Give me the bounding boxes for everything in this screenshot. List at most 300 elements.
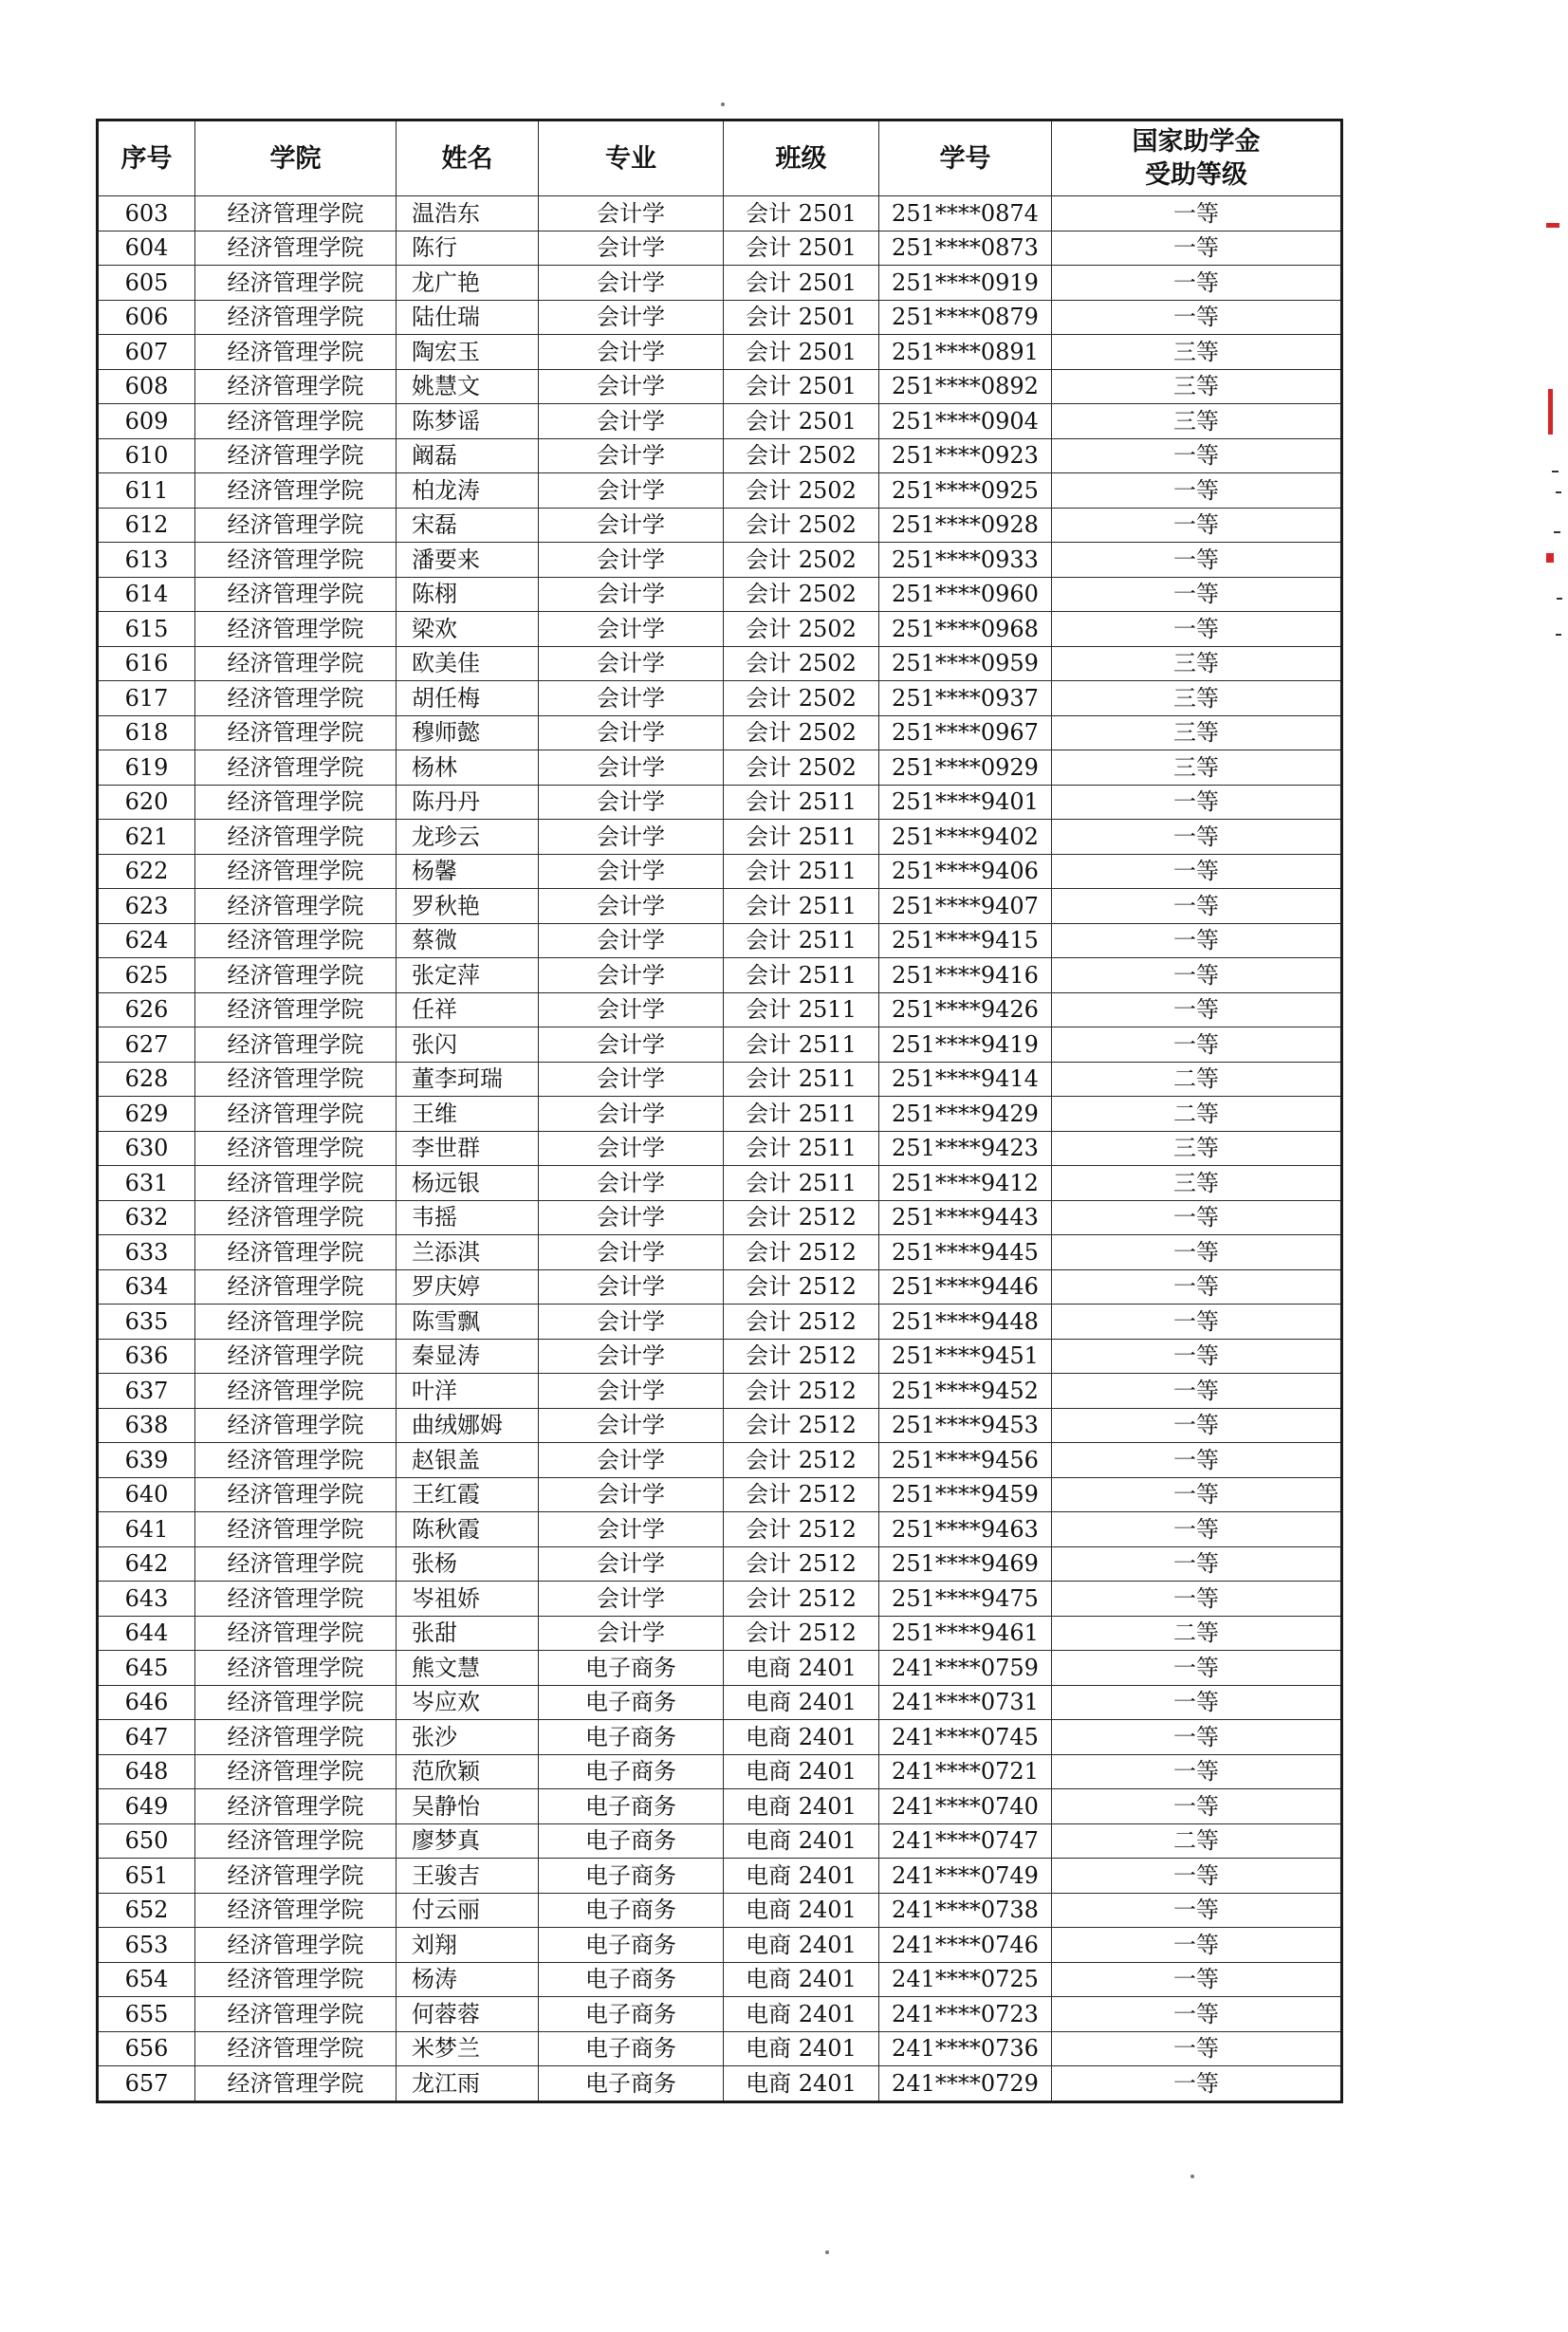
cell-seq: 608 bbox=[98, 369, 195, 404]
cell-major: 会计学 bbox=[539, 404, 724, 439]
cell-major: 会计学 bbox=[539, 1166, 724, 1201]
cell-student-id: 251****9407 bbox=[879, 889, 1052, 924]
cell-seq: 625 bbox=[98, 958, 195, 993]
cell-grant-grade: 一等 bbox=[1052, 266, 1342, 301]
cell-class: 会计 2511 bbox=[724, 854, 879, 889]
cell-major: 会计学 bbox=[539, 508, 724, 543]
cell-class: 会计 2511 bbox=[724, 992, 879, 1027]
cell-major: 会计学 bbox=[539, 335, 724, 370]
cell-student-id: 241****0759 bbox=[879, 1651, 1052, 1686]
header-major: 专业 bbox=[539, 120, 724, 196]
table-row bbox=[98, 335, 1342, 370]
cell-major: 会计学 bbox=[539, 1408, 724, 1443]
cell-major: 会计学 bbox=[539, 1339, 724, 1374]
cell-name: 胡任梅 bbox=[397, 681, 539, 716]
cell-student-id: 251****0960 bbox=[879, 577, 1052, 612]
cell-name: 王骏吉 bbox=[397, 1859, 539, 1894]
cell-college: 经济管理学院 bbox=[195, 231, 397, 266]
cell-major: 电子商务 bbox=[539, 1754, 724, 1789]
cell-class: 会计 2502 bbox=[724, 508, 879, 543]
cell-major: 电子商务 bbox=[539, 2066, 724, 2102]
cell-class: 会计 2502 bbox=[724, 543, 879, 578]
cell-seq: 644 bbox=[98, 1616, 195, 1651]
cell-class: 会计 2512 bbox=[724, 1200, 879, 1235]
cell-seq: 627 bbox=[98, 1027, 195, 1063]
cell-student-id: 251****9402 bbox=[879, 820, 1052, 855]
table-row bbox=[98, 1512, 1342, 1547]
grant-recipients-table bbox=[96, 119, 1343, 2103]
scan-red-mark-2 bbox=[1548, 389, 1553, 435]
cell-name: 秦显涛 bbox=[397, 1339, 539, 1374]
cell-grant-grade: 一等 bbox=[1052, 1512, 1342, 1547]
cell-name: 陈栩 bbox=[397, 577, 539, 612]
table-row bbox=[98, 1235, 1342, 1270]
cell-seq: 609 bbox=[98, 404, 195, 439]
scan-red-mark-1 bbox=[1546, 223, 1559, 228]
cell-seq: 638 bbox=[98, 1408, 195, 1443]
cell-college: 经济管理学院 bbox=[195, 992, 397, 1027]
table-row bbox=[98, 2066, 1342, 2102]
cell-seq: 619 bbox=[98, 750, 195, 786]
cell-seq: 603 bbox=[98, 196, 195, 231]
cell-grant-grade: 一等 bbox=[1052, 473, 1342, 509]
cell-college: 经济管理学院 bbox=[195, 577, 397, 612]
cell-grant-grade: 一等 bbox=[1052, 438, 1342, 473]
cell-grant-grade: 一等 bbox=[1052, 1374, 1342, 1409]
table-row bbox=[98, 473, 1342, 509]
table-row bbox=[98, 1131, 1342, 1166]
cell-seq: 657 bbox=[98, 2066, 195, 2102]
cell-seq: 617 bbox=[98, 681, 195, 716]
cell-name: 陈行 bbox=[397, 231, 539, 266]
cell-name: 杨远银 bbox=[397, 1166, 539, 1201]
cell-class: 会计 2512 bbox=[724, 1305, 879, 1340]
cell-grant-grade: 一等 bbox=[1052, 1027, 1342, 1063]
cell-class: 会计 2512 bbox=[724, 1512, 879, 1547]
cell-major: 电子商务 bbox=[539, 1893, 724, 1928]
cell-student-id: 251****9415 bbox=[879, 923, 1052, 958]
table-row bbox=[98, 612, 1342, 647]
cell-class: 会计 2501 bbox=[724, 196, 879, 231]
cell-major: 会计学 bbox=[539, 681, 724, 716]
cell-college: 经济管理学院 bbox=[195, 1928, 397, 1963]
cell-student-id: 251****0873 bbox=[879, 231, 1052, 266]
cell-grant-grade: 一等 bbox=[1052, 1997, 1342, 2032]
cell-grant-grade: 三等 bbox=[1052, 750, 1342, 786]
cell-college: 经济管理学院 bbox=[195, 750, 397, 786]
cell-major: 会计学 bbox=[539, 1235, 724, 1270]
table-row bbox=[98, 266, 1342, 301]
cell-college: 经济管理学院 bbox=[195, 1097, 397, 1132]
cell-seq: 643 bbox=[98, 1582, 195, 1617]
cell-college: 经济管理学院 bbox=[195, 820, 397, 855]
table-row bbox=[98, 923, 1342, 958]
cell-seq: 651 bbox=[98, 1859, 195, 1894]
cell-student-id: 251****0891 bbox=[879, 335, 1052, 370]
cell-class: 电商 2401 bbox=[724, 1823, 879, 1859]
cell-class: 电商 2401 bbox=[724, 1997, 879, 2032]
cell-class: 会计 2512 bbox=[724, 1477, 879, 1512]
cell-student-id: 241****0729 bbox=[879, 2066, 1052, 2102]
cell-name: 罗秋艳 bbox=[397, 889, 539, 924]
cell-name: 范欣颖 bbox=[397, 1754, 539, 1789]
cell-class: 会计 2502 bbox=[724, 473, 879, 509]
table-row bbox=[98, 1408, 1342, 1443]
cell-grant-grade: 一等 bbox=[1052, 958, 1342, 993]
cell-college: 经济管理学院 bbox=[195, 1443, 397, 1478]
cell-name: 陈丹丹 bbox=[397, 785, 539, 820]
cell-grant-grade: 二等 bbox=[1052, 1097, 1342, 1132]
cell-student-id: 251****0937 bbox=[879, 681, 1052, 716]
cell-seq: 655 bbox=[98, 1997, 195, 2032]
cell-seq: 639 bbox=[98, 1443, 195, 1478]
cell-name: 阚磊 bbox=[397, 438, 539, 473]
cell-college: 经济管理学院 bbox=[195, 1720, 397, 1755]
cell-grant-grade: 一等 bbox=[1052, 1962, 1342, 1997]
cell-seq: 618 bbox=[98, 715, 195, 750]
cell-grant-grade: 一等 bbox=[1052, 2066, 1342, 2102]
cell-student-id: 241****0723 bbox=[879, 1997, 1052, 2032]
cell-student-id: 241****0747 bbox=[879, 1823, 1052, 1859]
cell-student-id: 251****9412 bbox=[879, 1166, 1052, 1201]
scan-dot-3 bbox=[825, 2250, 829, 2254]
cell-grant-grade: 三等 bbox=[1052, 715, 1342, 750]
cell-grant-grade: 一等 bbox=[1052, 1269, 1342, 1305]
cell-name: 温浩东 bbox=[397, 196, 539, 231]
table-row bbox=[98, 646, 1342, 681]
cell-major: 会计学 bbox=[539, 300, 724, 335]
cell-college: 经济管理学院 bbox=[195, 681, 397, 716]
cell-grant-grade: 一等 bbox=[1052, 854, 1342, 889]
cell-student-id: 251****0933 bbox=[879, 543, 1052, 578]
cell-major: 会计学 bbox=[539, 231, 724, 266]
cell-seq: 634 bbox=[98, 1269, 195, 1305]
cell-seq: 610 bbox=[98, 438, 195, 473]
scanned-page-table-area bbox=[96, 119, 1340, 2103]
cell-grant-grade: 一等 bbox=[1052, 1200, 1342, 1235]
cell-class: 会计 2502 bbox=[724, 577, 879, 612]
table-row bbox=[98, 889, 1342, 924]
cell-seq: 615 bbox=[98, 612, 195, 647]
cell-name: 任祥 bbox=[397, 992, 539, 1027]
cell-class: 会计 2502 bbox=[724, 750, 879, 786]
cell-grant-grade: 一等 bbox=[1052, 889, 1342, 924]
cell-grant-grade: 三等 bbox=[1052, 369, 1342, 404]
cell-college: 经济管理学院 bbox=[195, 1893, 397, 1928]
cell-name: 姚慧文 bbox=[397, 369, 539, 404]
cell-grant-grade: 一等 bbox=[1052, 612, 1342, 647]
cell-grant-grade: 二等 bbox=[1052, 1616, 1342, 1651]
cell-grant-grade: 一等 bbox=[1052, 1651, 1342, 1686]
table-row bbox=[98, 2031, 1342, 2066]
cell-major: 会计学 bbox=[539, 577, 724, 612]
cell-major: 会计学 bbox=[539, 612, 724, 647]
cell-seq: 649 bbox=[98, 1789, 195, 1824]
header-student-id: 学号 bbox=[879, 120, 1052, 196]
cell-student-id: 251****9445 bbox=[879, 1235, 1052, 1270]
cell-college: 经济管理学院 bbox=[195, 1200, 397, 1235]
cell-name: 何蓉蓉 bbox=[397, 1997, 539, 2032]
cell-name: 张定萍 bbox=[397, 958, 539, 993]
cell-college: 经济管理学院 bbox=[195, 1651, 397, 1686]
cell-name: 罗庆婷 bbox=[397, 1269, 539, 1305]
cell-student-id: 251****9419 bbox=[879, 1027, 1052, 1063]
cell-seq: 650 bbox=[98, 1823, 195, 1859]
cell-major: 电子商务 bbox=[539, 1928, 724, 1963]
table-row bbox=[98, 1685, 1342, 1720]
cell-class: 会计 2511 bbox=[724, 1062, 879, 1097]
table-row bbox=[98, 1928, 1342, 1963]
cell-student-id: 251****9406 bbox=[879, 854, 1052, 889]
cell-seq: 630 bbox=[98, 1131, 195, 1166]
table-row bbox=[98, 1651, 1342, 1686]
cell-seq: 614 bbox=[98, 577, 195, 612]
cell-name: 熊文慧 bbox=[397, 1651, 539, 1686]
cell-college: 经济管理学院 bbox=[195, 473, 397, 509]
cell-student-id: 251****0879 bbox=[879, 300, 1052, 335]
cell-major: 会计学 bbox=[539, 820, 724, 855]
cell-seq: 654 bbox=[98, 1962, 195, 1997]
cell-class: 电商 2401 bbox=[724, 1859, 879, 1894]
cell-seq: 653 bbox=[98, 1928, 195, 1963]
cell-class: 会计 2512 bbox=[724, 1546, 879, 1582]
table-row bbox=[98, 438, 1342, 473]
cell-student-id: 241****0731 bbox=[879, 1685, 1052, 1720]
cell-major: 会计学 bbox=[539, 1546, 724, 1582]
cell-class: 会计 2512 bbox=[724, 1235, 879, 1270]
cell-grant-grade: 一等 bbox=[1052, 2031, 1342, 2066]
cell-student-id: 251****9469 bbox=[879, 1546, 1052, 1582]
cell-name: 吴静怡 bbox=[397, 1789, 539, 1824]
cell-name: 王红霞 bbox=[397, 1477, 539, 1512]
cell-class: 会计 2501 bbox=[724, 231, 879, 266]
cell-name: 李世群 bbox=[397, 1131, 539, 1166]
cell-student-id: 251****9451 bbox=[879, 1339, 1052, 1374]
cell-college: 经济管理学院 bbox=[195, 715, 397, 750]
cell-college: 经济管理学院 bbox=[195, 1269, 397, 1305]
table-row bbox=[98, 1339, 1342, 1374]
table-row bbox=[98, 1859, 1342, 1894]
table-row bbox=[98, 196, 1342, 231]
cell-college: 经济管理学院 bbox=[195, 1754, 397, 1789]
cell-college: 经济管理学院 bbox=[195, 300, 397, 335]
cell-name: 潘要来 bbox=[397, 543, 539, 578]
cell-college: 经济管理学院 bbox=[195, 889, 397, 924]
cell-college: 经济管理学院 bbox=[195, 1685, 397, 1720]
cell-seq: 647 bbox=[98, 1720, 195, 1755]
table-row bbox=[98, 1027, 1342, 1063]
cell-major: 会计学 bbox=[539, 1616, 724, 1651]
cell-college: 经济管理学院 bbox=[195, 1305, 397, 1340]
table-row bbox=[98, 1720, 1342, 1755]
cell-seq: 624 bbox=[98, 923, 195, 958]
cell-major: 电子商务 bbox=[539, 1685, 724, 1720]
cell-college: 经济管理学院 bbox=[195, 1235, 397, 1270]
cell-seq: 642 bbox=[98, 1546, 195, 1582]
cell-name: 兰添淇 bbox=[397, 1235, 539, 1270]
cell-grant-grade: 一等 bbox=[1052, 543, 1342, 578]
cell-major: 电子商务 bbox=[539, 1789, 724, 1824]
cell-college: 经济管理学院 bbox=[195, 646, 397, 681]
table-row bbox=[98, 1962, 1342, 1997]
header-seq: 序号 bbox=[98, 120, 195, 196]
scan-dot-2 bbox=[1190, 2175, 1194, 2178]
cell-name: 陈雪飘 bbox=[397, 1305, 539, 1340]
cell-major: 会计学 bbox=[539, 196, 724, 231]
cell-college: 经济管理学院 bbox=[195, 369, 397, 404]
cell-seq: 611 bbox=[98, 473, 195, 509]
cell-student-id: 251****0929 bbox=[879, 750, 1052, 786]
cell-student-id: 241****0740 bbox=[879, 1789, 1052, 1824]
table-row bbox=[98, 543, 1342, 578]
cell-major: 会计学 bbox=[539, 1027, 724, 1063]
cell-college: 经济管理学院 bbox=[195, 1374, 397, 1409]
cell-class: 会计 2511 bbox=[724, 1131, 879, 1166]
cell-seq: 626 bbox=[98, 992, 195, 1027]
cell-major: 会计学 bbox=[539, 1305, 724, 1340]
cell-major: 电子商务 bbox=[539, 1823, 724, 1859]
cell-grant-grade: 一等 bbox=[1052, 1754, 1342, 1789]
cell-major: 电子商务 bbox=[539, 2031, 724, 2066]
cell-major: 会计学 bbox=[539, 1062, 724, 1097]
cell-college: 经济管理学院 bbox=[195, 1062, 397, 1097]
cell-seq: 605 bbox=[98, 266, 195, 301]
cell-grant-grade: 一等 bbox=[1052, 923, 1342, 958]
cell-grant-grade: 三等 bbox=[1052, 1131, 1342, 1166]
cell-major: 会计学 bbox=[539, 750, 724, 786]
cell-grant-grade: 一等 bbox=[1052, 508, 1342, 543]
cell-class: 电商 2401 bbox=[724, 1685, 879, 1720]
cell-student-id: 241****0736 bbox=[879, 2031, 1052, 2066]
cell-grant-grade: 三等 bbox=[1052, 646, 1342, 681]
cell-student-id: 241****0738 bbox=[879, 1893, 1052, 1928]
cell-grant-grade: 一等 bbox=[1052, 1546, 1342, 1582]
table-row bbox=[98, 1582, 1342, 1617]
cell-grant-grade: 一等 bbox=[1052, 300, 1342, 335]
scan-dash-4 bbox=[1557, 598, 1562, 600]
cell-student-id: 251****9426 bbox=[879, 992, 1052, 1027]
table-row bbox=[98, 1616, 1342, 1651]
cell-name: 蔡微 bbox=[397, 923, 539, 958]
table-row bbox=[98, 1062, 1342, 1097]
table-row bbox=[98, 508, 1342, 543]
cell-grant-grade: 三等 bbox=[1052, 335, 1342, 370]
cell-student-id: 251****9459 bbox=[879, 1477, 1052, 1512]
cell-class: 电商 2401 bbox=[724, 2066, 879, 2102]
cell-grant-grade: 一等 bbox=[1052, 1859, 1342, 1894]
table-row bbox=[98, 300, 1342, 335]
cell-major: 会计学 bbox=[539, 785, 724, 820]
cell-student-id: 241****0745 bbox=[879, 1720, 1052, 1755]
cell-grant-grade: 一等 bbox=[1052, 820, 1342, 855]
cell-name: 梁欢 bbox=[397, 612, 539, 647]
cell-major: 会计学 bbox=[539, 1512, 724, 1547]
cell-class: 电商 2401 bbox=[724, 1720, 879, 1755]
header-class: 班级 bbox=[724, 120, 879, 196]
cell-major: 会计学 bbox=[539, 438, 724, 473]
cell-college: 经济管理学院 bbox=[195, 404, 397, 439]
cell-major: 会计学 bbox=[539, 889, 724, 924]
cell-college: 经济管理学院 bbox=[195, 508, 397, 543]
cell-seq: 613 bbox=[98, 543, 195, 578]
cell-seq: 606 bbox=[98, 300, 195, 335]
cell-major: 会计学 bbox=[539, 1269, 724, 1305]
scan-dash-3 bbox=[1554, 531, 1560, 533]
cell-seq: 616 bbox=[98, 646, 195, 681]
cell-grant-grade: 一等 bbox=[1052, 1443, 1342, 1478]
table-row bbox=[98, 750, 1342, 786]
cell-student-id: 251****9429 bbox=[879, 1097, 1052, 1132]
cell-name: 杨涛 bbox=[397, 1962, 539, 1997]
cell-class: 电商 2401 bbox=[724, 1893, 879, 1928]
table-row bbox=[98, 1097, 1342, 1132]
cell-class: 电商 2401 bbox=[724, 1754, 879, 1789]
cell-grant-grade: 一等 bbox=[1052, 1477, 1342, 1512]
cell-name: 刘翔 bbox=[397, 1928, 539, 1963]
table-row bbox=[98, 1789, 1342, 1824]
table-row bbox=[98, 1546, 1342, 1582]
scan-dash-5 bbox=[1556, 634, 1561, 636]
cell-seq: 637 bbox=[98, 1374, 195, 1409]
cell-name: 杨林 bbox=[397, 750, 539, 786]
cell-student-id: 241****0749 bbox=[879, 1859, 1052, 1894]
cell-grant-grade: 三等 bbox=[1052, 1166, 1342, 1201]
cell-student-id: 251****0967 bbox=[879, 715, 1052, 750]
cell-major: 会计学 bbox=[539, 543, 724, 578]
cell-name: 宋磊 bbox=[397, 508, 539, 543]
cell-class: 会计 2501 bbox=[724, 266, 879, 301]
cell-college: 经济管理学院 bbox=[195, 1582, 397, 1617]
cell-name: 欧美佳 bbox=[397, 646, 539, 681]
cell-class: 会计 2511 bbox=[724, 1097, 879, 1132]
cell-name: 张杨 bbox=[397, 1546, 539, 1582]
cell-class: 会计 2501 bbox=[724, 369, 879, 404]
cell-class: 会计 2512 bbox=[724, 1443, 879, 1478]
table-row bbox=[98, 785, 1342, 820]
cell-major: 会计学 bbox=[539, 1097, 724, 1132]
cell-major: 电子商务 bbox=[539, 1859, 724, 1894]
cell-seq: 607 bbox=[98, 335, 195, 370]
cell-major: 会计学 bbox=[539, 646, 724, 681]
cell-college: 经济管理学院 bbox=[195, 543, 397, 578]
header-name: 姓名 bbox=[397, 120, 539, 196]
cell-name: 叶洋 bbox=[397, 1374, 539, 1409]
cell-student-id: 251****9401 bbox=[879, 785, 1052, 820]
scan-dot-1 bbox=[721, 102, 725, 106]
cell-grant-grade: 一等 bbox=[1052, 1928, 1342, 1963]
cell-seq: 648 bbox=[98, 1754, 195, 1789]
cell-grant-grade: 一等 bbox=[1052, 1685, 1342, 1720]
cell-college: 经济管理学院 bbox=[195, 1477, 397, 1512]
cell-name: 米梦兰 bbox=[397, 2031, 539, 2066]
cell-major: 电子商务 bbox=[539, 1720, 724, 1755]
cell-seq: 620 bbox=[98, 785, 195, 820]
cell-class: 会计 2512 bbox=[724, 1269, 879, 1305]
cell-grant-grade: 一等 bbox=[1052, 231, 1342, 266]
cell-student-id: 251****9414 bbox=[879, 1062, 1052, 1097]
cell-name: 龙珍云 bbox=[397, 820, 539, 855]
cell-class: 会计 2502 bbox=[724, 715, 879, 750]
table-row bbox=[98, 1893, 1342, 1928]
cell-class: 会计 2512 bbox=[724, 1408, 879, 1443]
header-grant-grade bbox=[1052, 120, 1342, 196]
cell-name: 廖梦真 bbox=[397, 1823, 539, 1859]
header-row bbox=[98, 120, 1342, 196]
cell-seq: 646 bbox=[98, 1685, 195, 1720]
table-row bbox=[98, 1269, 1342, 1305]
cell-student-id: 251****0928 bbox=[879, 508, 1052, 543]
cell-name: 岑应欢 bbox=[397, 1685, 539, 1720]
